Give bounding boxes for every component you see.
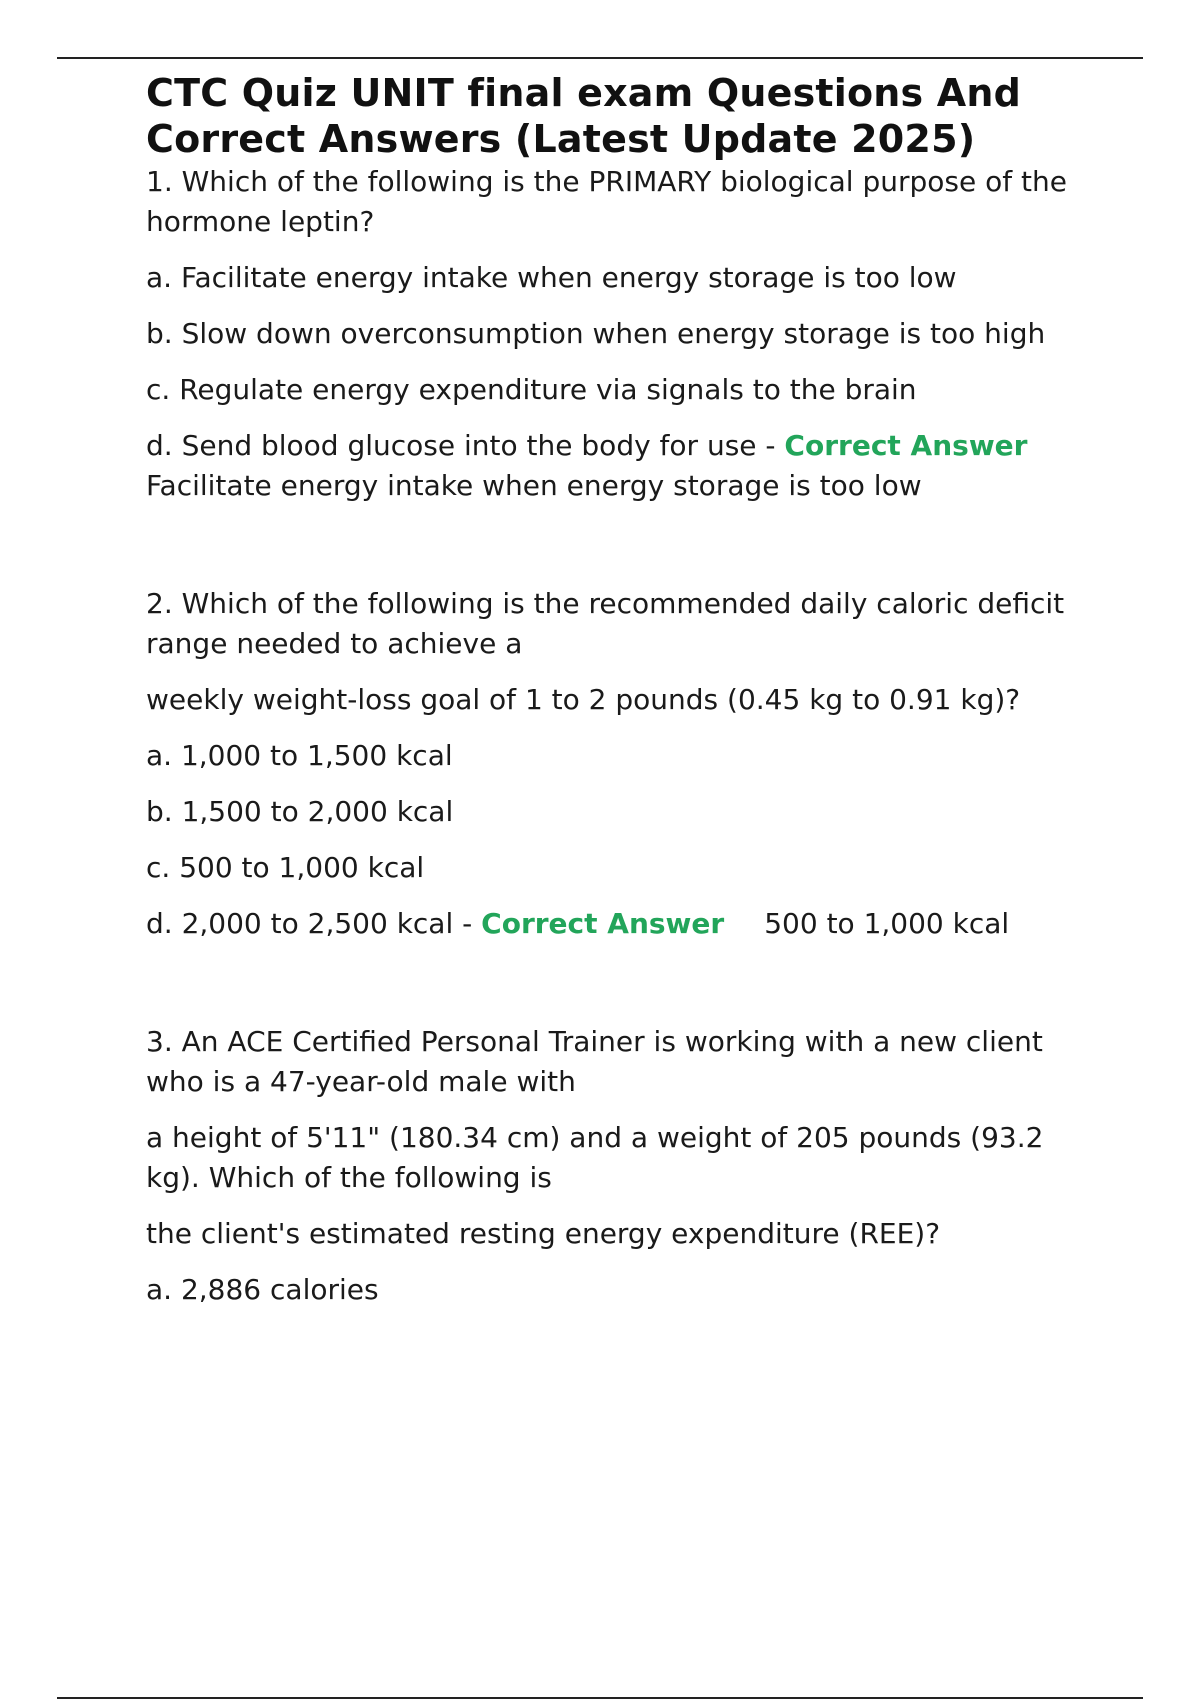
question-2-option-a: a. 1,000 to 1,500 kcal <box>146 739 453 772</box>
question-1-option-d-text: d. Send blood glucose into the body for use - <box>146 429 785 462</box>
question-2 <box>146 584 1106 944</box>
question-2-answer: 500 to 1,000 kcal <box>764 907 1010 940</box>
question-3-option-a: a. 2,886 calories <box>146 1273 379 1306</box>
title-line-2: Correct Answers (Latest Update 2025) <box>146 117 976 161</box>
question-1-option-a: a. Facilitate energy intake when energy storage is too low <box>146 261 957 294</box>
question-2-correct-label: Correct Answer <box>481 907 725 940</box>
title-line-1: CTC Quiz UNIT final exam Questions And <box>146 71 1022 115</box>
question-1-option-c: c. Regulate energy expenditure via signals to the brain <box>146 373 917 406</box>
question-1-correct-label: Correct Answer <box>784 429 1028 462</box>
question-1-option-b: b. Slow down overconsumption when energy storage is too high <box>146 317 1046 350</box>
question-1-answer: Facilitate energy intake when energy storage is too low <box>146 469 922 502</box>
bottom-rule <box>57 1697 1143 1699</box>
question-1-option-d <box>146 426 1106 506</box>
question-3-text-part-3: the client's estimated resting energy expenditure (REE)? <box>146 1217 941 1250</box>
question-2-option-d <box>146 904 1106 944</box>
document-body <box>146 70 1106 1310</box>
question-3-text-part-1: 3. An ACE Certified Personal Trainer is working with a new client who is a 47-year-old male with <box>146 1025 1043 1098</box>
question-3-text-part-2: a height of 5'11" (180.34 cm) and a weight of 205 pounds (93.2 kg). Which of the following is <box>146 1121 1044 1194</box>
question-1-text: 1. Which of the following is the PRIMARY biological purpose of the hormone leptin? <box>146 165 1067 238</box>
question-2-option-c: c. 500 to 1,000 kcal <box>146 851 425 884</box>
question-2-text-part-1: 2. Which of the following is the recommended daily caloric deficit range needed to achieve a <box>146 587 1065 660</box>
question-2-option-b: b. 1,500 to 2,000 kcal <box>146 795 454 828</box>
document-title <box>146 70 1106 162</box>
top-rule <box>57 57 1143 59</box>
question-3 <box>146 1022 1106 1310</box>
question-2-text-part-2: weekly weight-loss goal of 1 to 2 pounds (0.45 kg to 0.91 kg)? <box>146 683 1021 716</box>
question-2-option-d-text: d. 2,000 to 2,500 kcal - <box>146 907 482 940</box>
question-1 <box>146 162 1106 506</box>
